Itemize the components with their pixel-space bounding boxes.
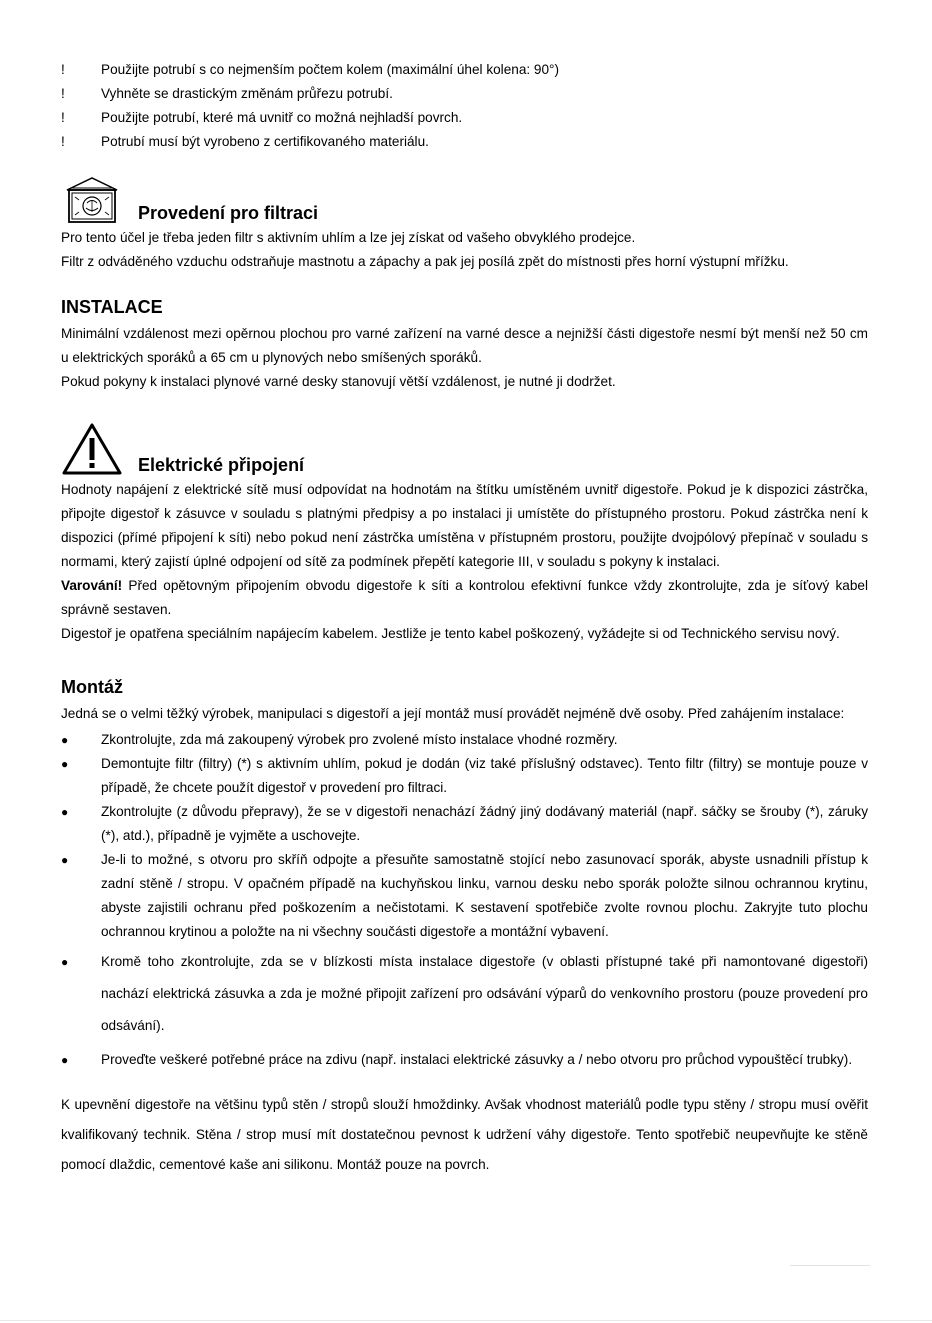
- exclamation-mark: !: [61, 134, 65, 149]
- list-item: [61, 800, 868, 848]
- list-item: [61, 752, 868, 800]
- list-item-text: Použijte potrubí, které má uvnitř co možná nejhladší povrch.: [101, 110, 463, 125]
- warning-triangle-icon: [61, 422, 123, 476]
- exclamation-mark: !: [61, 86, 65, 101]
- installation-paragraph-2: Pokud pokyny k instalaci plynové varné desky stanovují větší vzdálenost, je nutné ji dodržet.: [61, 374, 616, 389]
- mounting-checklist: [61, 728, 868, 1076]
- filtration-heading-row: [61, 176, 868, 224]
- mounting-final-paragraph: K upevnění digestoře na většinu typů stěn / stropů slouží hmoždinky. Avšak vhodnost materiálů podle typu stěny / stropu musí ověřit kvalifikovaný technik. Stěna / strop musí mít dostatečnou pevnost k udržení váhy digestoře. Tento spotřebič neupevňujte ke stěně pomocí dlaždic, cementové kaše ani silikonu. Montáž pouze na povrch.: [61, 1097, 868, 1172]
- warning-text: Před opětovným připojením obvodu digestoře k síti a kontrolou efektivní funkce vždy zkontrolujte, zda je síťový kabel správně sestaven.: [61, 578, 868, 617]
- list-item-text: Použijte potrubí s co nejmenším počtem kolem (maximální úhel kolena: 90°): [101, 62, 560, 77]
- bullet-icon: ●: [61, 805, 69, 819]
- electrical-warning-paragraph: [61, 574, 868, 622]
- electrical-paragraph-3: Digestoř je opatřena speciálním napájecím kabelem. Jestliže je tento kabel poškozený, vyžádejte si od Technického servisu nový.: [61, 626, 840, 641]
- list-item-text: Je-li to možné, s otvoru pro skříň odpojte a přesuňte samostatně stojící nebo zasunovací sporák, abyste usnadnili přístup k zadní stěně / stropu. V opačném případě na kuchyňskou linku, varnou desku nebo sporák položte silnou ochrannou krytinu, abyste zajistili ochranu před poškozením a nečistotami. K sestavení spotřebiče zvolte rovnou plochu. Zakryjte tuto plochu ochrannou krytinou a položte na ni všechny součásti digestoře a montážní vybavení.: [101, 852, 868, 939]
- exclamation-mark: !: [61, 62, 65, 77]
- document-page: [61, 58, 868, 1180]
- list-item: [61, 946, 868, 1042]
- installation-paragraph-1: Minimální vzdálenost mezi opěrnou plochou pro varné zařízení na varné desce a nejnižší části digestoře nesmí být menší než 50 cm u elektrických sporáků a 65 cm u plynových nebo smíšených sporáků.: [61, 326, 868, 365]
- list-item: [61, 106, 868, 130]
- mounting-intro: Jedná se o velmi těžký výrobek, manipulaci s digestoří a její montáž musí provádět nejméně dvě osoby. Před zahájením instalace:: [61, 706, 845, 721]
- bullet-icon: ●: [61, 853, 69, 867]
- list-item-text: Vyhněte se drastickým změnám průřezu potrubí.: [101, 86, 393, 101]
- list-item: [61, 848, 868, 944]
- list-item-text: Kromě toho zkontrolujte, zda se v blízkosti místa instalace digestoře (v oblasti přístupné také při namontované digestoři) nachází elektrická zásuvka a zda je možné připojit zařízení pro odsávání výparů do venkovního prostoru (pouze provedení pro odsávání).: [101, 954, 868, 1033]
- exclamation-mark: !: [61, 110, 65, 125]
- list-item-text: Proveďte veškeré potřebné práce na zdivu (např. instalaci elektrické zásuvky a / nebo otvoru pro průchod vypouštěcí trubky).: [101, 1052, 853, 1067]
- list-item-text: Demontujte filtr (filtry) (*) s aktivním uhlím, pokud je dodán (viz také příslušný odstavec). Tento filtr (filtry) se montuje pouze v případě, že chcete použít digestoř v provedení pro filtraci.: [101, 756, 868, 795]
- electrical-paragraph-1: Hodnoty napájení z elektrické sítě musí odpovídat na hodnotám na štítku umístěném uvnitř digestoře. Pokud je k dispozici zástrčka, připojte digestoř k zásuvce v souladu s platnými předpisy a po instalaci ji umístěte do přístupného prostoru. Pokud zástrčka není k dispozici (přímé připojení k síti) nebo pokud není zástrčka umístěna v přístupném prostoru, použijte dvojpólový přepínač v souladu s normami, který zajistí úplné odpojení od sítě za podmínek přepětí kategorie III, v souladu s pokyny k instalaci.: [61, 482, 868, 569]
- list-item: [61, 728, 868, 752]
- footer-divider: [790, 1265, 870, 1266]
- warning-label: Varování!: [61, 578, 123, 593]
- mounting-heading: Montáž: [61, 677, 123, 697]
- list-item-text: Potrubí musí být vyrobeno z certifikovaného materiálu.: [101, 134, 429, 149]
- list-item-text: Zkontrolujte (z důvodu přepravy), že se v digestoři nenachází žádný jiný dodávaný materiál (např. sáčky se šrouby (*), záruky (*), atd.), případně je vyjměte a uschovejte.: [101, 804, 868, 843]
- range-hood-icon: [61, 176, 123, 224]
- bullet-icon: ●: [61, 733, 69, 747]
- electrical-heading: Elektrické připojení: [138, 455, 305, 475]
- bullet-icon: ●: [61, 955, 69, 969]
- list-item: [61, 130, 868, 154]
- duct-tips-list: [61, 58, 868, 154]
- page-bottom-edge: [0, 1320, 932, 1321]
- filtration-heading: Provedení pro filtraci: [138, 203, 319, 223]
- bullet-icon: ●: [61, 757, 69, 771]
- list-item: [61, 1044, 868, 1076]
- filtration-line-1: Pro tento účel je třeba jeden filtr s aktivním uhlím a lze jej získat od vašeho obvyklého prodejce.: [61, 230, 636, 245]
- bullet-icon: ●: [61, 1053, 69, 1067]
- electrical-heading-row: [61, 422, 868, 476]
- list-item-text: Zkontrolujte, zda má zakoupený výrobek pro zvolené místo instalace vhodné rozměry.: [101, 732, 618, 747]
- list-item: [61, 82, 868, 106]
- installation-heading: INSTALACE: [61, 297, 163, 317]
- list-item: [61, 58, 868, 82]
- filtration-line-2: Filtr z odváděného vzduchu odstraňuje mastnotu a zápachy a pak jej posílá zpět do místnosti přes horní výstupní mřížku.: [61, 254, 789, 269]
